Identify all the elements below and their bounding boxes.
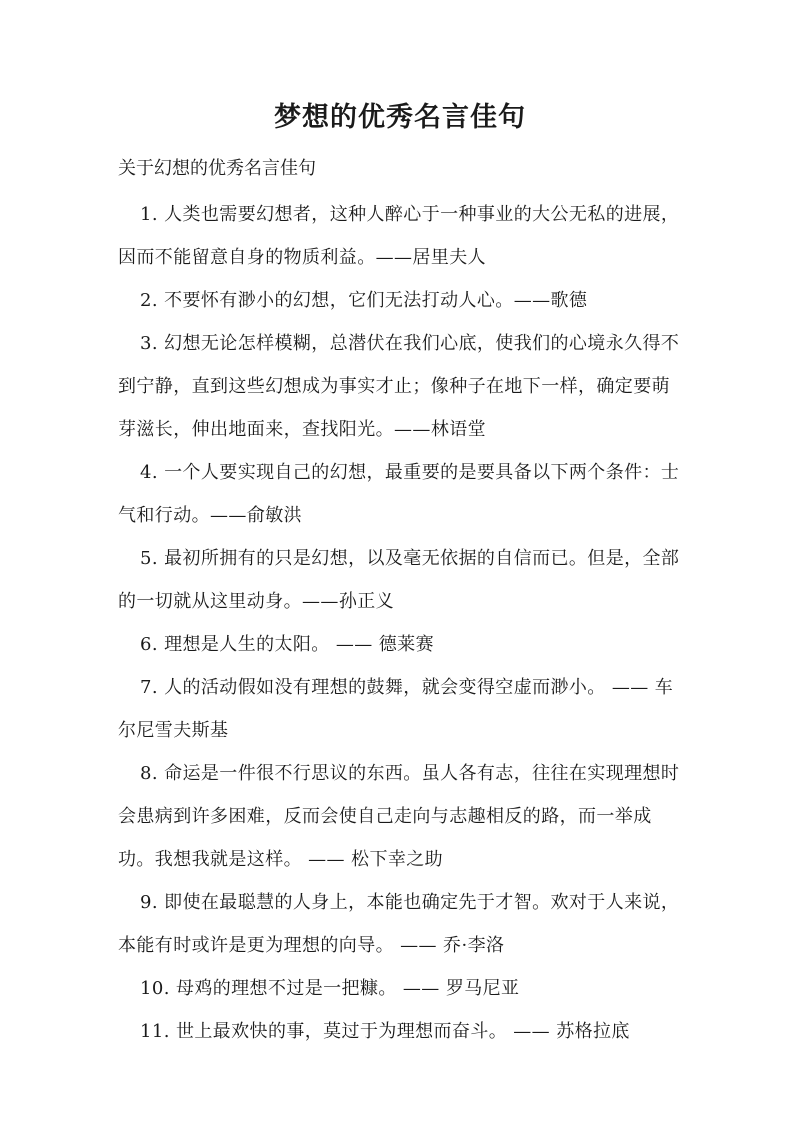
quote-number: 6. [140,634,158,655]
quote-item [118,451,683,537]
document-title: 梦想的优秀名言佳句 [274,102,526,133]
quote-number: 8. [140,763,158,784]
quote-text: 人的活动假如没有理想的鼓舞，就会变得空虚而渺小。 [164,677,606,698]
quote-item [118,537,683,623]
quote-item [118,666,683,752]
quote-author: 罗马尼亚 [445,978,520,999]
quote-author: 林语堂 [430,419,487,440]
quote-dash: —— [302,849,352,870]
quote-number: 3. [140,333,158,354]
quote-text: 世上最欢快的事，莫过于为理想而奋斗。 [175,1021,508,1042]
quote-item [118,752,683,881]
quote-dash: —— [513,290,551,311]
quote-author: 德莱赛 [378,634,434,655]
quote-author: 苏格拉底 [556,1021,630,1042]
quote-author: 居里夫人 [412,247,487,268]
quote-list [118,193,683,1053]
quote-dash: —— [396,978,446,999]
quote-number: 7. [140,677,158,698]
quote-item [118,623,683,666]
quote-author: 车尔尼雪夫斯基 [118,677,674,741]
quote-number: 9. [140,892,158,913]
quote-dash: —— [394,419,431,440]
quote-dash: —— [329,634,379,655]
quote-item [118,322,683,451]
quote-text: 人类也需要幻想者，这种人醉心于一种事业的大公无私的进展，因而不能留意自身的物质利益。 [118,204,680,268]
quote-dash: —— [302,591,339,612]
quote-number: 5. [140,548,158,569]
quote-text: 母鸡的理想不过是一把糠。 [175,978,397,999]
section-subtitle: 关于幻想的优秀名言佳句 [118,158,316,179]
quote-author: 松下幸之助 [351,849,444,870]
quote-item [118,1010,683,1053]
quote-author: 俞敏洪 [246,505,303,526]
quote-item [118,279,683,322]
quote-text: 一个人要实现自己的幻想，最重要的是要具备以下两个条件：士气和行动。 [118,462,680,526]
quote-dash: —— [605,677,655,698]
quote-text: 即使在最聪慧的人身上，本能也确定先于才智。欢对于人来说，本能有时或许是更为理想的向导。 [118,892,680,956]
quote-item [118,193,683,279]
quote-number: 2. [140,290,158,311]
quote-item [118,881,683,967]
quote-text: 幻想无论怎样模糊，总潜伏在我们心底，使我们的心境永久得不到宁静，直到这些幻想成为事实才止；像种子在地下一样，确定要萌芽滋长，伸出地面来，查找阳光。 [118,333,680,440]
quote-dash: —— [394,935,444,956]
quote-dash: —— [375,247,413,268]
quote-number: 4. [140,462,158,483]
quote-author: 乔·李洛 [443,935,505,956]
quote-text: 命运是一件很不行思议的东西。虽人各有志，往往在实现理想时会患病到许多困难，反而会使自己走向与志趣相反的路，而一举成功。我想我就是这样。 [118,763,680,870]
quote-dash: —— [507,1021,557,1042]
quote-number: 10. [140,978,170,999]
quote-text: 不要怀有渺小的幻想，它们无法打动人心。 [164,290,514,311]
quote-dash: —— [210,505,247,526]
quote-text: 最初所拥有的只是幻想，以及毫无依据的自信而已。但是，全部的一切就从这里动身。 [118,548,680,612]
quote-author: 孙正义 [338,591,395,612]
quote-number: 11. [140,1021,170,1042]
quote-item [118,967,683,1010]
quote-author: 歌德 [550,290,588,311]
quote-number: 1. [140,204,158,225]
quote-text: 理想是人生的太阳。 [164,634,330,655]
